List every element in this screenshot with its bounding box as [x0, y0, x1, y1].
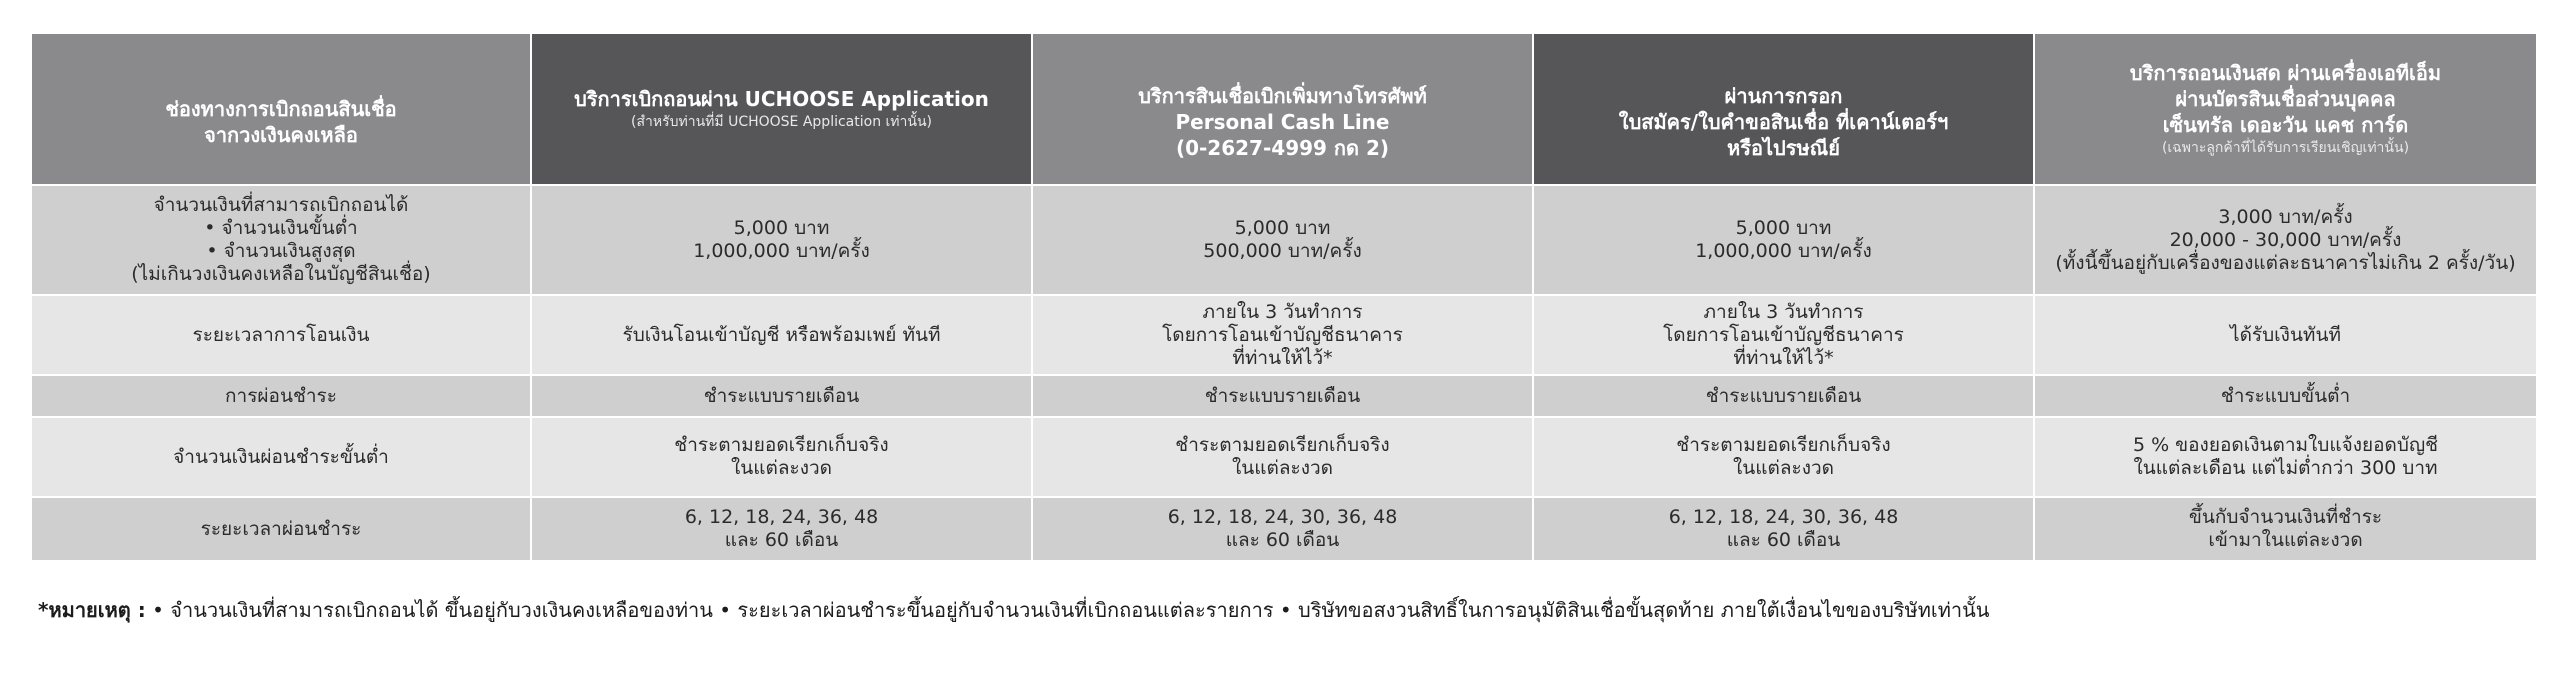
- header-atm-cash-card-title: บริการถอนเงินสด ผ่านเครื่องเอทีเอ็ม ผ่านบัตรสินเชื่อส่วนบุคคล เซ็นทรัล เดอะวัน แคช การ์ด: [2129, 61, 2442, 137]
- table-cell: ชำระแบบรายเดือน: [531, 375, 1032, 417]
- table-cell: ขึ้นกับจำนวนเงินที่ชำระ เข้ามาในแต่ละงวด: [2034, 497, 2537, 561]
- table-cell: ภายใน 3 วันทำการ โดยการโอนเข้าบัญชีธนาคาร ที่ท่านให้ไว้*: [1032, 295, 1533, 375]
- table-cell: 6, 12, 18, 24, 30, 36, 48 และ 60 เดือน: [1032, 497, 1533, 561]
- table-cell: ชำระตามยอดเรียกเก็บจริง ในแต่ละงวด: [1533, 417, 2034, 497]
- table-cell: 3,000 บาท/ครั้ง 20,000 - 30,000 บาท/ครั้ง (ทั้งนี้ขึ้นอยู่กับเครื่องของแต่ละธนาคารไม่เกิน 2 ครั้ง/วัน): [2034, 185, 2537, 295]
- table-cell: ภายใน 3 วันทำการ โดยการโอนเข้าบัญชีธนาคาร ที่ท่านให้ไว้*: [1533, 295, 2034, 375]
- table-cell: 5,000 บาท 1,000,000 บาท/ครั้ง: [1533, 185, 2034, 295]
- header-atm-cash-card-subtitle: (เฉพาะลูกค้าที่ได้รับการเรียนเชิญเท่านั้น): [2161, 140, 2410, 156]
- footnote: [38, 594, 2528, 626]
- table-row-withdraw-amount: [31, 185, 2537, 295]
- header-channel: [31, 33, 531, 185]
- table-cell: ชำระตามยอดเรียกเก็บจริง ในแต่ละงวด: [531, 417, 1032, 497]
- header-uchoose-app-subtitle: (สำหรับท่านที่มี UCHOOSE Application เท่านั้น): [631, 114, 932, 130]
- header-counter-mail-title: ผ่านการกรอก ใบสมัคร/ใบคำขอสินเชื่อ ที่เคาน์เตอร์ฯ หรือไปรษณีย์: [1618, 84, 1949, 160]
- header-channel-title: ช่องทางการเบิกถอนสินเชื่อ จากวงเงินคงเหลือ: [165, 97, 397, 147]
- table-cell: ชำระแบบขั้นต่ำ: [2034, 375, 2537, 417]
- header-uchoose-app-title: บริการเบิกถอนผ่าน UCHOOSE Application: [574, 87, 989, 111]
- table-cell: รับเงินโอนเข้าบัญชี หรือพร้อมเพย์ ทันที: [531, 295, 1032, 375]
- row-label: จำนวนเงินผ่อนชำระขั้นต่ำ: [31, 417, 531, 497]
- table-header-row: [31, 33, 2537, 185]
- row-label: จำนวนเงินที่สามารถเบิกถอนได้ • จำนวนเงินขั้นต่ำ • จำนวนเงินสูงสุด (ไม่เกินวงเงินคงเหลือในบัญชีสินเชื่อ): [31, 185, 531, 295]
- table-cell: ชำระแบบรายเดือน: [1533, 375, 2034, 417]
- row-label: การผ่อนชำระ: [31, 375, 531, 417]
- header-personal-cash-line: [1032, 33, 1533, 185]
- table-row-repayment-period: [31, 497, 2537, 561]
- table-cell: 6, 12, 18, 24, 30, 36, 48 และ 60 เดือน: [1533, 497, 2034, 561]
- table-cell: ชำระตามยอดเรียกเก็บจริง ในแต่ละงวด: [1032, 417, 1533, 497]
- header-uchoose-app: [531, 33, 1032, 185]
- table-cell: 6, 12, 18, 24, 36, 48 และ 60 เดือน: [531, 497, 1032, 561]
- header-counter-mail: [1533, 33, 2034, 185]
- table-cell: 5,000 บาท 1,000,000 บาท/ครั้ง: [531, 185, 1032, 295]
- header-atm-cash-card: [2034, 33, 2537, 185]
- row-label: ระยะเวลาผ่อนชำระ: [31, 497, 531, 561]
- footnote-label: *หมายเหตุ :: [38, 598, 146, 622]
- table-row-repayment: [31, 375, 2537, 417]
- table-cell: ได้รับเงินทันที: [2034, 295, 2537, 375]
- table-cell: ชำระแบบรายเดือน: [1032, 375, 1533, 417]
- header-personal-cash-line-title: บริการสินเชื่อเบิกเพิ่มทางโทรศัพท์ Personal Cash Line (0-2627-4999 กด 2): [1138, 84, 1427, 160]
- table-cell: 5,000 บาท 500,000 บาท/ครั้ง: [1032, 185, 1533, 295]
- comparison-table: [30, 32, 2538, 562]
- footnote-text: • จำนวนเงินที่สามารถเบิกถอนได้ ขึ้นอยู่กับวงเงินคงเหลือของท่าน • ระยะเวลาผ่อนชำระขึ้นอยู่กับจำนวนเงินที่เบิกถอนแต่ละรายการ • บริษัทขอสงวนสิทธิ์ในการอนุมัติสินเชื่อขั้นสุดท้าย ภายใต้เงื่อนไขของบริษัทเท่านั้น: [145, 598, 1990, 622]
- table-row-minimum-payment: [31, 417, 2537, 497]
- row-label: ระยะเวลาการโอนเงิน: [31, 295, 531, 375]
- table-row-transfer-time: [31, 295, 2537, 375]
- table-cell: 5 % ของยอดเงินตามใบแจ้งยอดบัญชี ในแต่ละเดือน แต่ไม่ต่ำกว่า 300 บาท: [2034, 417, 2537, 497]
